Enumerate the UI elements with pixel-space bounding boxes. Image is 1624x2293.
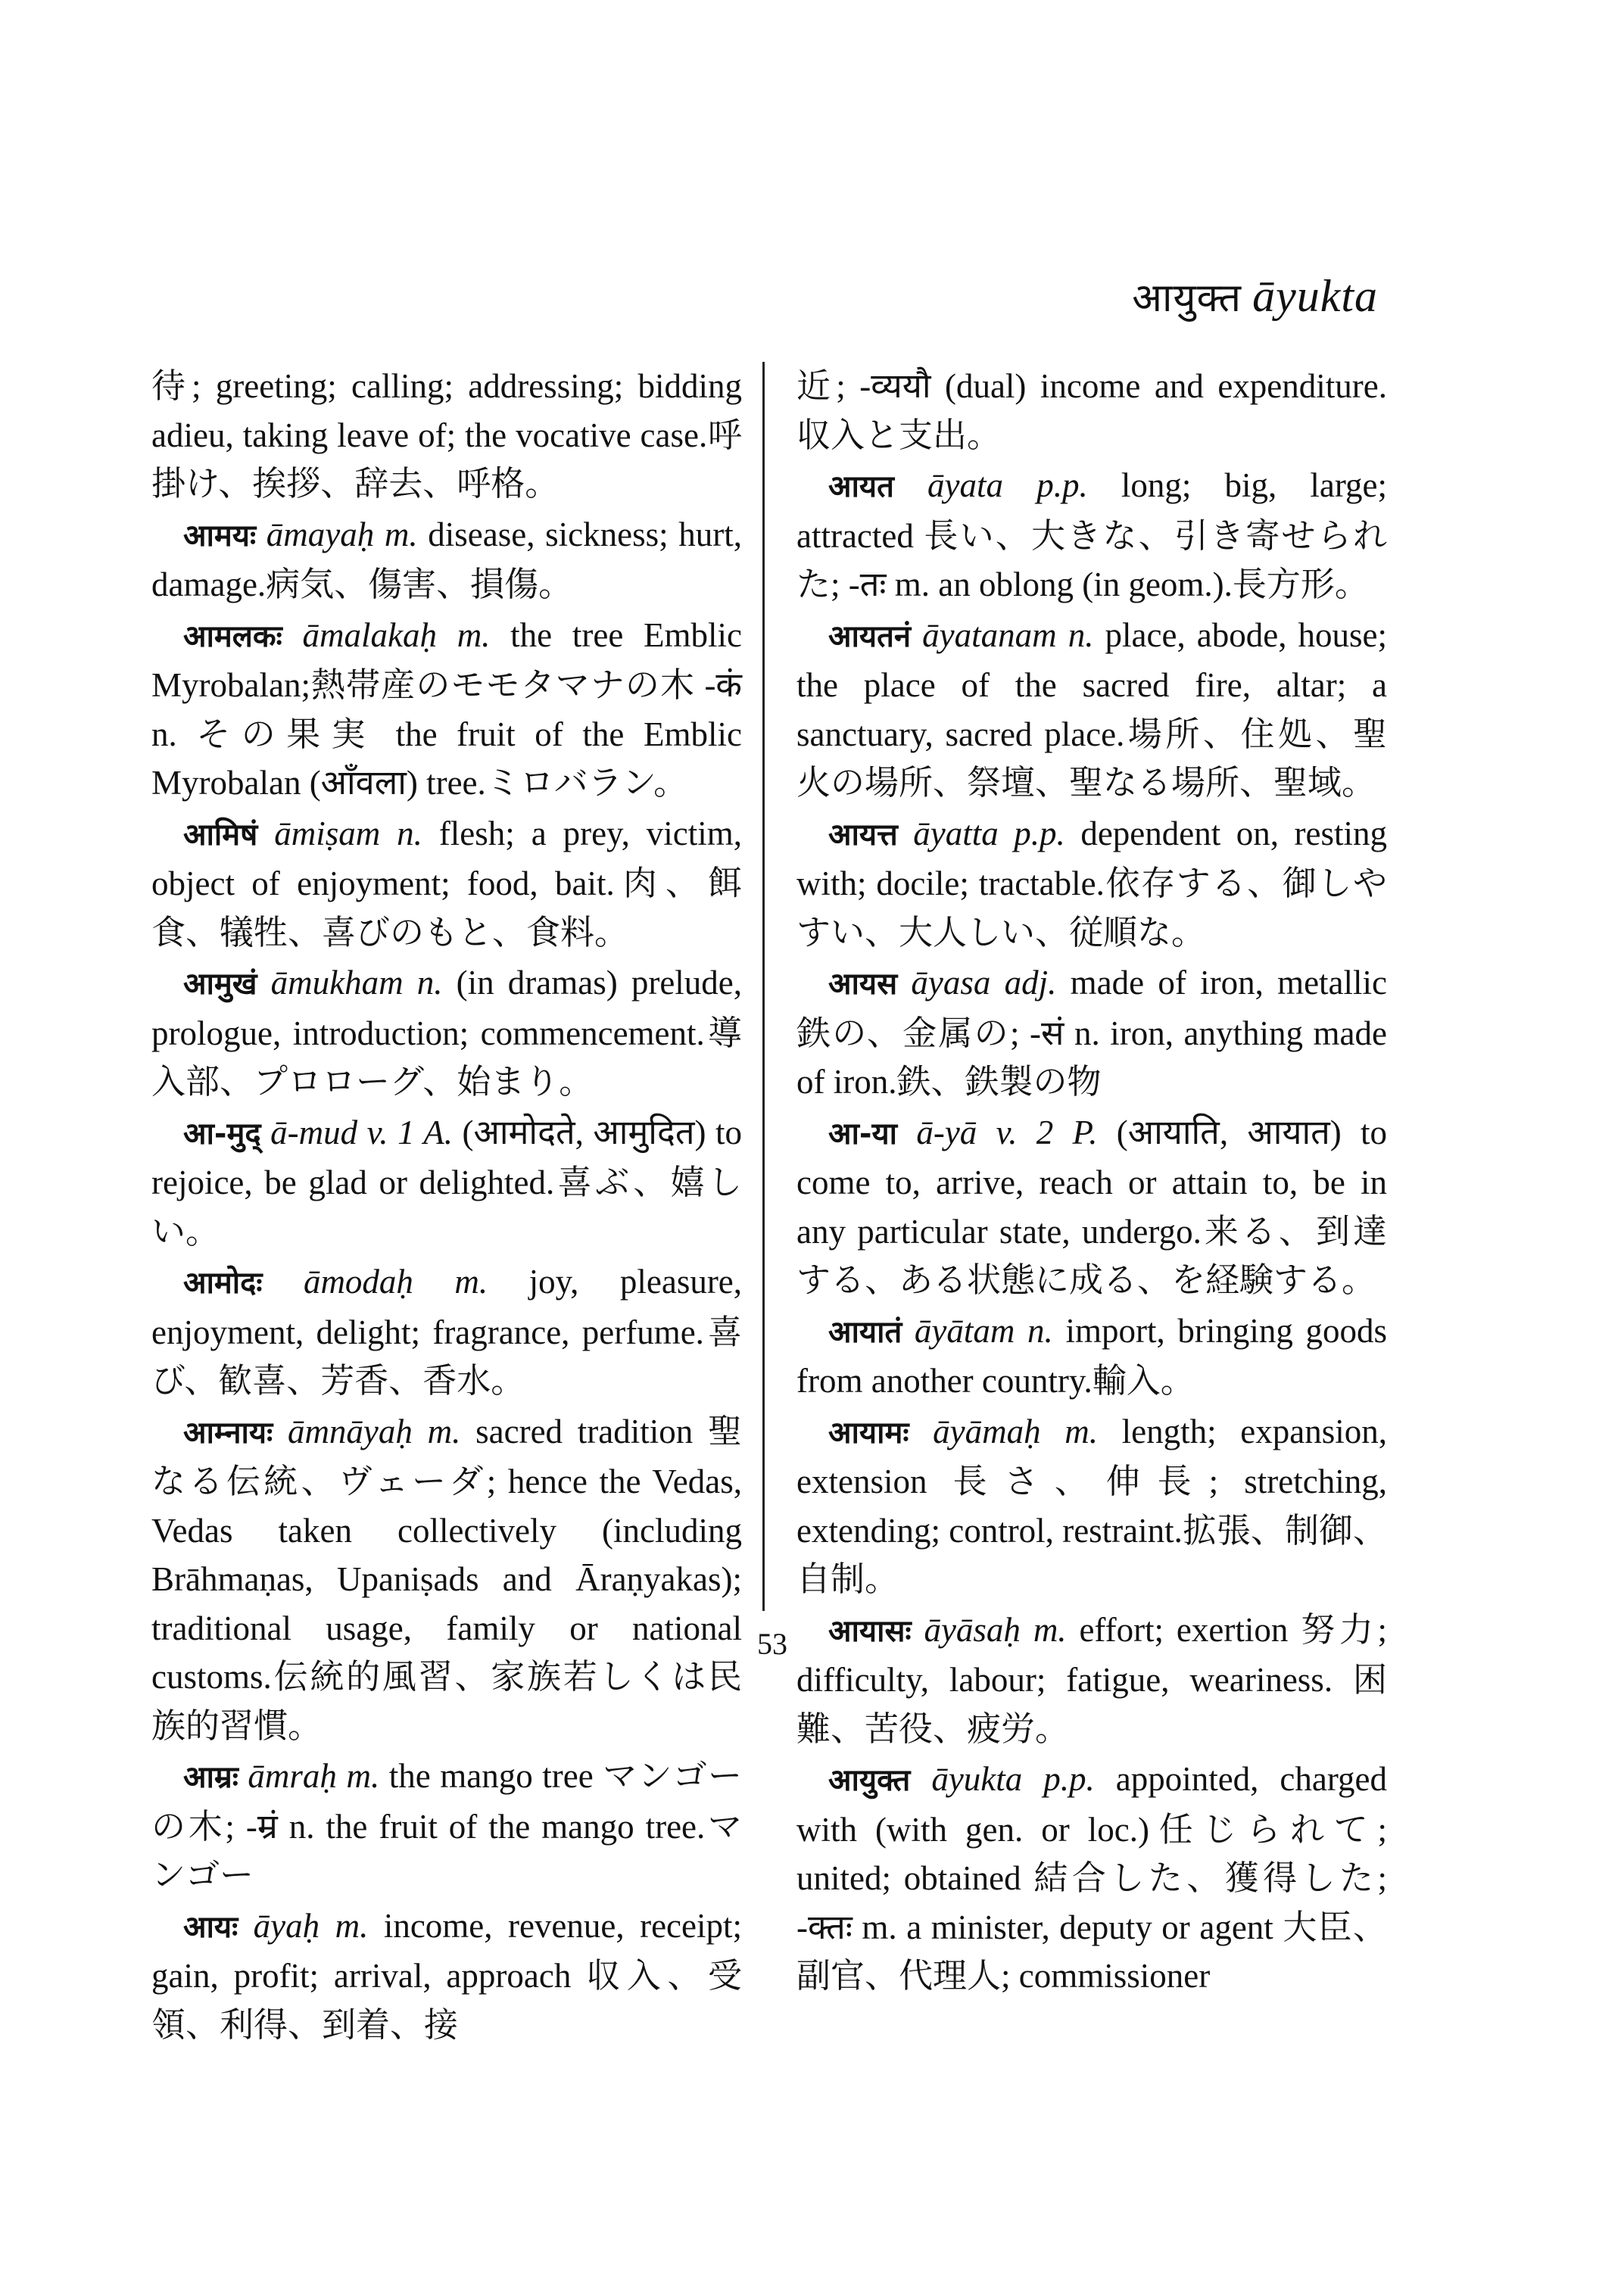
left-column (151, 362, 742, 2051)
right-column (796, 362, 1387, 2002)
dictionary-entry: आयत āyata p.p. long; big, large; attracted 長い、大きな、引き寄せられた; -तः m. an oblong (in geom.).長方形。 (796, 466, 1388, 603)
dictionary-entry: आमोदः āmodaḥ m. joy, pleasure, enjoyment, delight; fragrance, perfume.喜び、歓喜、芳香、香水。 (151, 1263, 743, 1400)
dictionary-entry: आयतनं āyatanam n. place, abode, house; the place of the sacred fire, altar; a sanctuary, sacred place.場所、住処、聖火の場所、祭壇、聖なる場所、聖域。 (796, 615, 1387, 802)
dictionary-entry: आयामः āyāmaḥ m. length; expansion, extension 長さ、伸長; stretching, extending; control, restraint.拡張、制御、自制。 (796, 1412, 1387, 1598)
dictionary-entry: आम्रः āmraḥ m. the mango tree マンゴーの木; -म्रं n. the fruit of the mango tree.マンゴー (151, 1757, 743, 1894)
header-devanagari: आयुक्त (1132, 276, 1242, 321)
dictionary-entry: आमलकः āmalakaḥ m. the tree Emblic Myrobalan;熱帯産のモモタマナの木 -कं n. その果実 the fruit of the Emblic Myrobalan (आँवला) tree.ミロバラン。 (151, 615, 743, 802)
dictionary-entry: आमयः āmayaḥ m. disease, sickness; hurt, damage.病気、傷害、損傷。 (151, 515, 743, 603)
page-number: 53 (757, 1627, 787, 1661)
dictionary-entry: आ-मुद् ā-mud v. 1 A. (आमोदते, आमुदित) to rejoice, be glad or delighted.喜ぶ、嬉しい。 (151, 1113, 742, 1251)
header-romanized: āyukta (1252, 271, 1378, 321)
dictionary-entry: 待; greeting; calling; addressing; bidding adieu, taking leave of; the vocative case.呼掛け、挨拶、辞去、呼格。 (151, 367, 742, 503)
dictionary-entry: आयस āyasa adj. made of iron, metallic 鉄の、金属の; -सं n. iron, anything made of iron.鉄、鉄製の物 (796, 964, 1387, 1101)
dictionary-entry: आयत्त āyatta p.p. dependent on, resting with; docile; tractable.依存する、御しやすい、大人しい、従順な。 (796, 814, 1388, 952)
dictionary-entry: आयुक्त āyukta p.p. appointed, charged with (with gen. or loc.)任じられて; united; obtained 結合した、獲得した; -क्तः m. a minister, deputy or agent 大臣、副官、代理人; commissioner (796, 1760, 1388, 1995)
dictionary-entry: आयः āyaḥ m. income, revenue, receipt; gain, profit; arrival, approach 収入、受領、利得、到着、接 (151, 1906, 743, 2044)
column-divider (762, 362, 765, 1611)
dictionary-entry: आ-या ā-yā v. 2 P. (आयाति, आयात) to come to, arrive, reach or attain to, be in any particular state, undergo.来る、到達する、ある状態に成る、を経験する。 (796, 1113, 1388, 1299)
dictionary-entry: आयातं āyātam n. import, bringing goods from another country.輸入。 (796, 1311, 1388, 1400)
dictionary-entry: आयासः āyāsaḥ m. effort; exertion 努力; difficulty, labour; fatigue, weariness. 困難、苦役、疲労。 (796, 1610, 1387, 1748)
dictionary-entry: आमिषं āmiṣam n. flesh; a prey, victim, object of enjoyment; food, bait.肉、餌食、犠牲、喜びのもと、食料。 (151, 814, 743, 952)
dictionary-entry: आम्नायः āmnāyaḥ m. sacred tradition 聖なる伝統、ヴェーダ; hence the Vedas, Vedas taken collectively (including Brāhmaṇas, Upaniṣads and Āraṇyakas); traditional usage, family or national customs.伝統的風習、家族若しくは民族的習慣。 (151, 1412, 742, 1745)
dictionary-entry: 近; -व्ययौ (dual) income and expenditure. 収入と支出。 (796, 367, 1387, 454)
dictionary-entry: आमुखं āmukham n. (in dramas) prelude, prologue, introduction; commencement.導入部、プロローグ、始まり。 (151, 964, 743, 1101)
running-header (1132, 269, 1378, 323)
